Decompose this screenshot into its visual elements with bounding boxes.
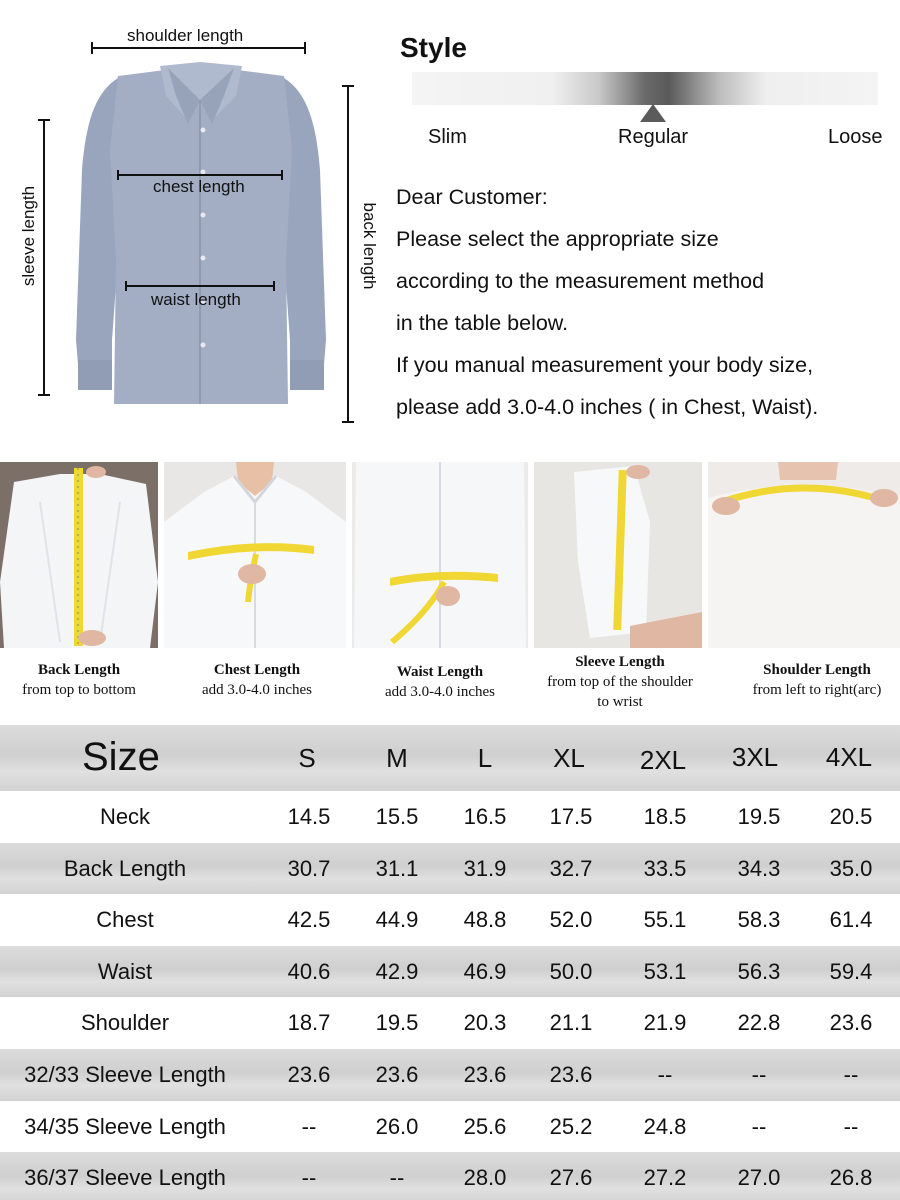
back-length-label: back length — [360, 202, 379, 290]
table-row — [0, 894, 900, 946]
caption-title: Sleeve Length — [575, 654, 665, 670]
table-cell: 46.9 — [463, 958, 507, 984]
caption-title: Shoulder Length — [763, 662, 871, 678]
table-cell: 23.6 — [463, 1062, 507, 1087]
row-label: 32/33 Sleeve Length — [24, 1062, 226, 1087]
table-cell: -- — [301, 1113, 317, 1139]
notice-line: Dear Customer: — [396, 185, 548, 209]
sleeve-length-label: sleeve length — [19, 185, 38, 287]
caption-waist-length — [352, 662, 528, 702]
table-cell: 25.2 — [549, 1113, 593, 1139]
table-cell: 31.9 — [463, 855, 507, 881]
table-cell: 52.0 — [549, 907, 593, 933]
style-label-regular: Regular — [618, 126, 689, 148]
table-cell: 26.8 — [829, 1165, 873, 1191]
table-cell: 27.2 — [643, 1165, 687, 1191]
table-cell: 26.0 — [375, 1113, 419, 1139]
table-cell: 53.1 — [643, 958, 687, 984]
table-cell: 40.6 — [287, 958, 331, 984]
size-header-xl: XL — [553, 743, 585, 773]
measurement-photos — [0, 462, 900, 648]
customer-notice — [396, 176, 896, 428]
table-cell: 35.0 — [829, 855, 873, 881]
table-cell: 18.7 — [287, 1010, 331, 1036]
notice-line: If you manual measurement your body size, — [396, 353, 814, 377]
table-cell: 55.1 — [643, 907, 687, 933]
notice-line: please add 3.0-4.0 inches ( in Chest, Waist). — [396, 395, 819, 419]
table-cell: 34.3 — [737, 855, 781, 881]
caption-desc: add 3.0-4.0 inches — [385, 684, 495, 700]
table-cell: 31.1 — [375, 855, 419, 881]
table-cell: -- — [657, 1062, 673, 1087]
table-cell: 23.6 — [829, 1010, 873, 1036]
row-label: Waist — [97, 958, 153, 984]
waist-length-photo — [352, 462, 528, 648]
style-pointer-icon — [640, 104, 666, 122]
table-cell: 50.0 — [549, 958, 593, 984]
shoulder-length-photo — [708, 462, 900, 648]
table-cell: -- — [843, 1113, 859, 1139]
table-cell: 27.0 — [737, 1165, 781, 1191]
table-cell: 23.6 — [287, 1062, 331, 1087]
table-row — [0, 1101, 900, 1153]
caption-title: Waist Length — [396, 664, 484, 680]
table-cell: 19.5 — [375, 1010, 419, 1036]
table-cell: -- — [751, 1062, 767, 1087]
table-row — [0, 997, 900, 1049]
row-label: Back Length — [63, 855, 187, 881]
caption-sleeve-length — [544, 652, 696, 712]
table-cell: 21.9 — [643, 1010, 687, 1036]
table-cell: 23.6 — [549, 1062, 593, 1087]
table-cell: 15.5 — [375, 804, 419, 829]
notice-line: in the table below. — [396, 311, 569, 335]
caption-chest-length — [164, 660, 350, 700]
table-cell: 25.6 — [463, 1113, 507, 1139]
table-cell: -- — [389, 1165, 405, 1191]
table-row — [0, 843, 900, 895]
table-row — [0, 791, 900, 843]
table-cell: 27.6 — [549, 1165, 593, 1191]
table-cell: 33.5 — [643, 855, 687, 881]
table-cell: 58.3 — [737, 907, 781, 933]
table-cell: 24.8 — [643, 1113, 687, 1139]
table-cell: 30.7 — [287, 855, 331, 881]
row-label: 36/37 Sleeve Length — [24, 1165, 226, 1191]
chest-length-label: chest length — [153, 177, 245, 196]
waist-length-label: waist length — [151, 290, 241, 309]
table-cell: 14.5 — [287, 804, 331, 829]
table-cell: 61.4 — [829, 907, 873, 933]
table-cell: 22.8 — [737, 1010, 781, 1036]
table-cell: 42.9 — [375, 958, 419, 984]
style-label-slim: Slim — [428, 126, 467, 148]
size-chart-table — [0, 725, 900, 1200]
caption-title: Chest Length — [213, 662, 301, 678]
row-label: 34/35 Sleeve Length — [24, 1113, 226, 1139]
table-cell: 19.5 — [737, 804, 781, 829]
table-cell: 56.3 — [737, 958, 781, 984]
chest-length-photo — [164, 462, 346, 648]
sleeve-length-photo — [534, 462, 702, 648]
table-cell: 44.9 — [375, 907, 419, 933]
size-header-l: L — [477, 743, 493, 773]
row-label: Neck — [99, 804, 151, 829]
table-cell: -- — [843, 1062, 859, 1087]
table-row — [0, 946, 900, 998]
style-label-loose: Loose — [828, 126, 883, 148]
table-cell: 23.6 — [375, 1062, 419, 1087]
notice-line: according to the measurement method — [396, 269, 765, 293]
back-length-photo — [0, 462, 158, 648]
table-cell: 16.5 — [463, 804, 507, 829]
table-cell: 42.5 — [287, 907, 331, 933]
table-cell: 28.0 — [463, 1165, 507, 1191]
table-cell: 21.1 — [549, 1010, 593, 1036]
table-cell: 48.8 — [463, 907, 507, 933]
size-header-4xl: 4XL — [825, 742, 873, 772]
style-fit-gradient — [412, 72, 878, 105]
table-row — [0, 1049, 900, 1101]
notice-line: Please select the appropriate size — [396, 227, 719, 251]
caption-shoulder-length — [734, 660, 900, 700]
style-title: Style — [400, 32, 467, 63]
size-header-2xl: 2XL — [639, 745, 687, 775]
shirt-illustration — [0, 0, 390, 440]
caption-title: Back Length — [37, 662, 121, 678]
shoulder-length-label: shoulder length — [127, 26, 244, 45]
size-header-3xl: 3XL — [731, 742, 779, 772]
table-cell: -- — [751, 1113, 767, 1139]
table-cell: 32.7 — [549, 855, 593, 881]
row-label: Shoulder — [80, 1010, 170, 1036]
table-cell: 17.5 — [549, 804, 593, 829]
table-cell: 20.5 — [829, 804, 873, 829]
size-column-title: Size — [82, 735, 160, 779]
caption-back-length — [0, 660, 158, 700]
measurement-diagram — [0, 0, 390, 440]
size-header-m: M — [386, 743, 408, 773]
caption-desc: add 3.0-4.0 inches — [202, 682, 312, 698]
table-cell: 18.5 — [643, 804, 687, 829]
size-header-s: S — [298, 743, 316, 773]
caption-desc: from left to right(arc) — [752, 682, 882, 698]
table-header-row — [0, 725, 900, 791]
table-cell: 20.3 — [463, 1010, 507, 1036]
row-label: Chest — [96, 907, 154, 933]
caption-desc: from top of the shoulder to wrist — [547, 674, 693, 710]
table-cell: 59.4 — [829, 958, 873, 984]
table-cell: -- — [301, 1165, 317, 1191]
table-row — [0, 1152, 900, 1200]
caption-desc: from top to bottom — [22, 682, 136, 698]
